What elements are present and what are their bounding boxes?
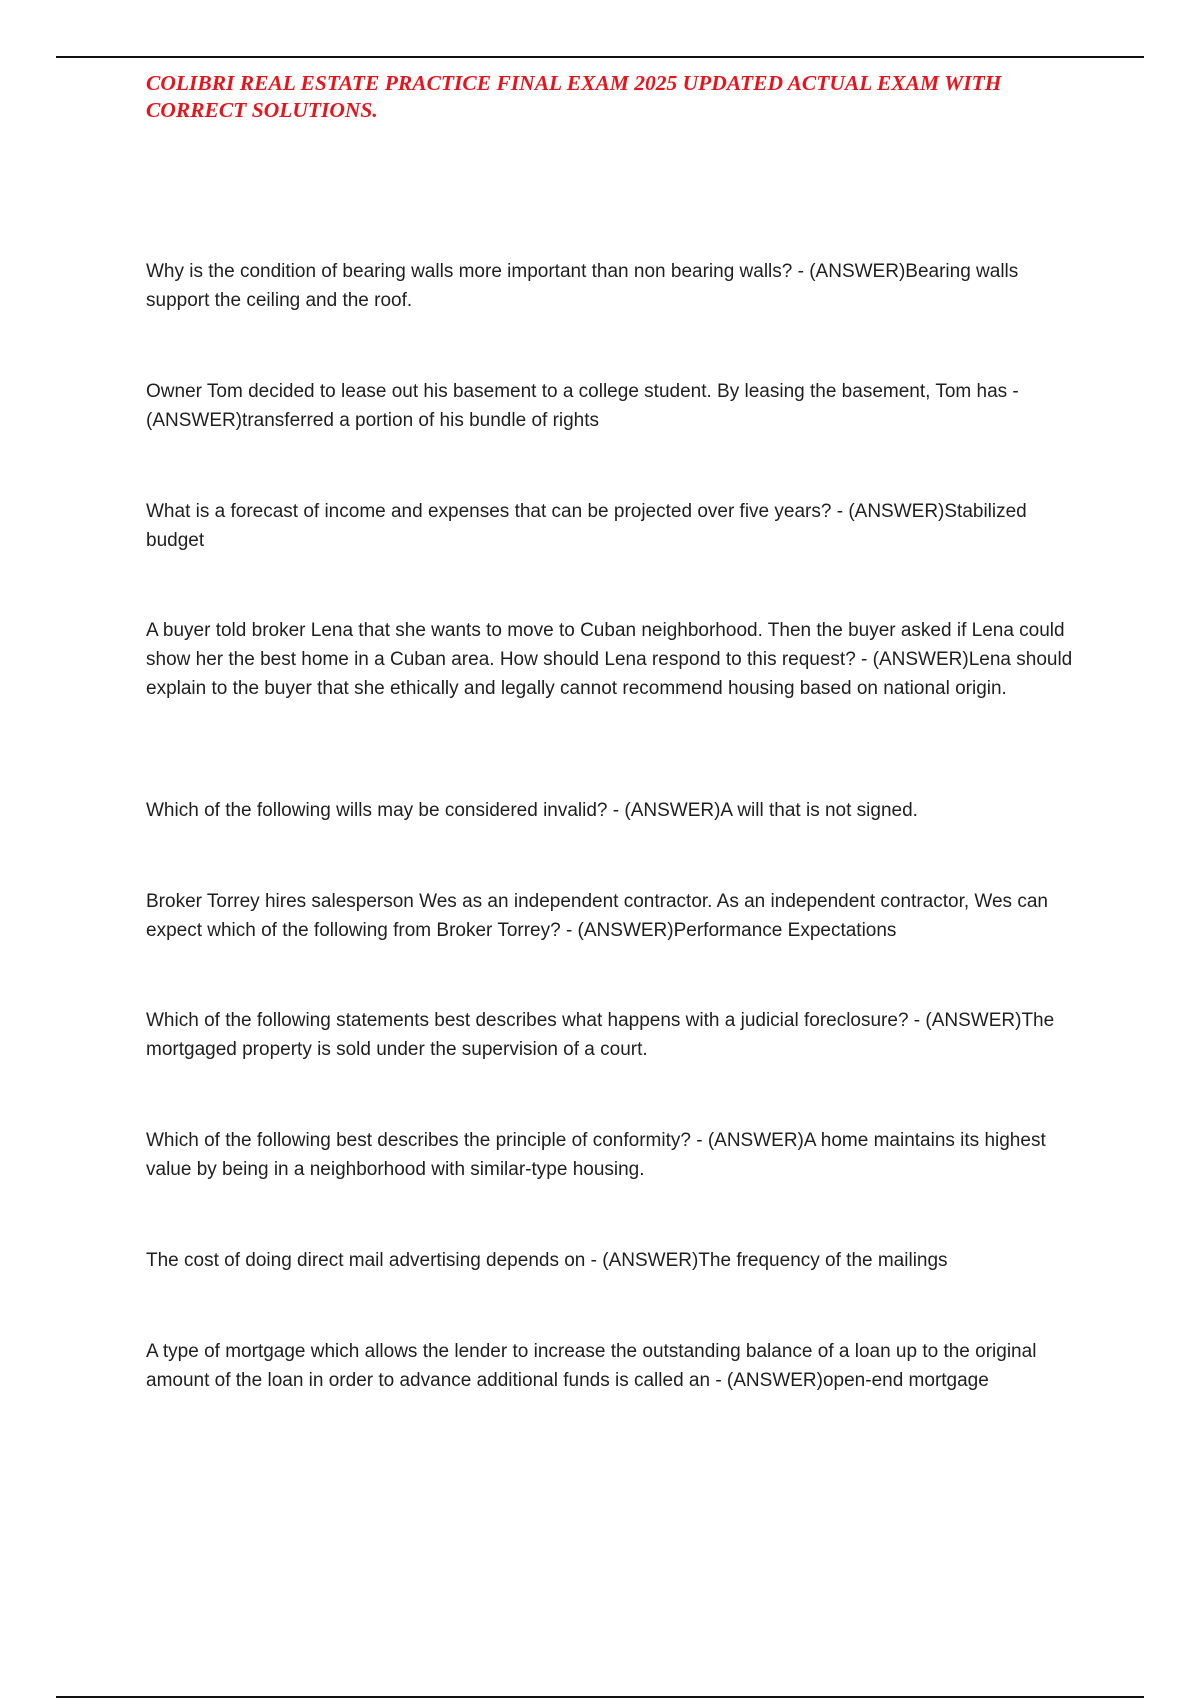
qa-item-9: The cost of doing direct mail advertising depends on - (ANSWER)The frequency of the mailings [146, 1250, 948, 1271]
qa-item-4: A buyer told broker Lena that she wants to move to Cuban neighborhood. Then the buyer asked if Lena could show her the best home in a Cuban area. How should Lena respond to this request? - (ANSWER)Lena should explain to the buyer that she ethically and legally cannot recommend housing based on national origin. [146, 620, 1073, 699]
qa-item-3: What is a forecast of income and expenses that can be projected over five years? - (ANSWER)Stabilized budget [146, 501, 1027, 551]
qa-item-1: Why is the condition of bearing walls more important than non bearing walls? - (ANSWER)Bearing walls support the ceiling and the roof. [146, 261, 1019, 311]
qa-item-6: Broker Torrey hires salesperson Wes as an independent contractor. As an independent contractor, Wes can expect which of the following from Broker Torrey? - (ANSWER)Performance Expectations [146, 891, 1048, 941]
qa-item-10: A type of mortgage which allows the lender to increase the outstanding balance of a loan up to the original amount of the loan in order to advance additional funds is called an - (ANSWER)open-end mortgage [146, 1341, 1037, 1391]
bottom-rule [56, 1696, 1144, 1698]
qa-item-8: Which of the following best describes the principle of conformity? - (ANSWER)A home maintains its highest value by being in a neighborhood with similar-type housing. [146, 1130, 1046, 1180]
top-rule [56, 56, 1144, 58]
qa-item-7: Which of the following statements best describes what happens with a judicial foreclosure? - (ANSWER)The mortgaged property is sold under the supervision of a court. [146, 1010, 1055, 1060]
qa-item-2: Owner Tom decided to lease out his basement to a college student. By leasing the basement, Tom has - (ANSWER)transferred a portion of his bundle of rights [146, 381, 1019, 431]
qa-item-5: Which of the following wills may be considered invalid? - (ANSWER)A will that is not signed. [146, 800, 918, 821]
document-title: COLIBRI REAL ESTATE PRACTICE FINAL EXAM 2025 UPDATED ACTUAL EXAM WITH CORRECT SOLUTIONS. [146, 71, 1002, 122]
